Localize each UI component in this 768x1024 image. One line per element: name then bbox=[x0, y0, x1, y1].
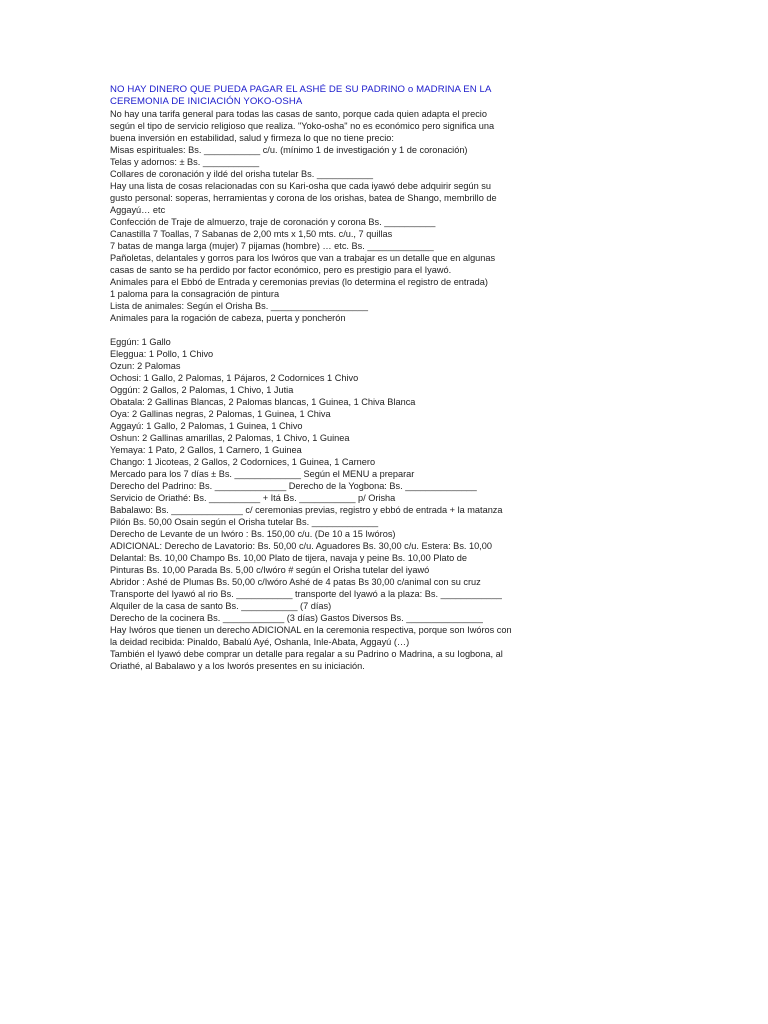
text-line: Ochosi: 1 Gallo, 2 Palomas, 1 Pájaros, 2 Codornices 1 Chivo bbox=[110, 373, 359, 383]
text-line: Oshun: 2 Gallinas amarillas, 2 Palomas, 1 Chivo, 1 Guinea bbox=[110, 433, 350, 443]
text-line: Yemaya: 1 Pato, 2 Gallos, 1 Carnero, 1 Guinea bbox=[110, 445, 302, 455]
animals-section bbox=[110, 336, 540, 672]
text-line: Derecho de Levante de un Iwóro : Bs. 150,00 c/u. (De 10 a 15 Iwóros) bbox=[110, 529, 396, 539]
document-body bbox=[110, 84, 540, 672]
text-line: Obatala: 2 Gallinas Blancas, 2 Palomas blancas, 1 Guinea, 1 Chiva Blanca bbox=[110, 397, 416, 407]
text-line: Confección de Traje de almuerzo, traje de coronación y corona Bs. __________ bbox=[110, 217, 436, 227]
text-line: Collares de coronación y ildé del orisha tutelar Bs. ___________ bbox=[110, 169, 374, 179]
text-line: buena inversión en estabilidad, salud y firmeza lo que no tiene precio: bbox=[110, 133, 394, 143]
title-line: NO HAY DINERO QUE PUEDA PAGAR EL ASHÉ DE SU PADRINO o MADRINA EN LA bbox=[110, 84, 492, 95]
title-line: CEREMONIA DE INICIACIÓN YOKO-OSHA bbox=[110, 96, 303, 107]
intro-section bbox=[110, 108, 540, 324]
text-line: Servicio de Oriathé: Bs. __________ + Itá Bs. ___________ p/ Orisha bbox=[110, 493, 396, 503]
text-line: Oggún: 2 Gallos, 2 Palomas, 1 Chivo, 1 Jutia bbox=[110, 385, 294, 395]
text-line: También el Iyawó debe comprar un detalle para regalar a su Padrino o Madrina, a su Iogbona, al bbox=[110, 649, 503, 659]
text-line: Chango: 1 Jicoteas, 2 Gallos, 2 Codornices, 1 Guinea, 1 Carnero bbox=[110, 457, 376, 467]
text-line: Derecho de la cocinera Bs. ____________ (3 días) Gastos Diversos Bs. _______________ bbox=[110, 613, 483, 623]
text-line: Pañoletas, delantales y gorros para los Iwóros que van a trabajar es un detalle que en algunas bbox=[110, 253, 496, 263]
text-line: Hay una lista de cosas relacionadas con su Kari-osha que cada iyawó debe adquirir según su bbox=[110, 181, 492, 191]
text-line: Animales para el Ebbó de Entrada y ceremonias previas (lo determina el registro de entrada) bbox=[110, 277, 488, 287]
text-line: Telas y adornos: ± Bs. ___________ bbox=[110, 157, 260, 167]
text-line: Eleggua: 1 Pollo, 1 Chivo bbox=[110, 349, 214, 359]
text-line: Alquiler de la casa de santo Bs. ___________ (7 días) bbox=[110, 601, 332, 611]
document-title bbox=[110, 84, 540, 108]
text-line: Hay Iwóros que tienen un derecho ADICIONAL en la ceremonia respectiva, porque son Iwóros con bbox=[110, 625, 512, 635]
text-line: Misas espirituales: Bs. ___________ c/u. (mínimo 1 de investigación y 1 de coronación) bbox=[110, 145, 468, 155]
text-line: Ozun: 2 Palomas bbox=[110, 361, 181, 371]
text-line: Oriathé, al Babalawo y a los Iworós presentes en su iniciación. bbox=[110, 661, 365, 671]
paragraph-gap bbox=[110, 324, 540, 336]
text-line: la deidad recibida: Pinaldo, Babalú Ayé, Oshanla, Inle-Abata, Aggayú (…) bbox=[110, 637, 410, 647]
text-line: 7 batas de manga larga (mujer) 7 pijamas (hombre) … etc. Bs. _____________ bbox=[110, 241, 434, 251]
text-line: No hay una tarifa general para todas las casas de santo, porque cada quien adapta el precio bbox=[110, 109, 487, 119]
text-line: 1 paloma para la consagración de pintura bbox=[110, 289, 280, 299]
text-line: Transporte del Iyawó al rio Bs. ___________ transporte del Iyawó a la plaza: Bs. ____________ bbox=[110, 589, 502, 599]
text-line: gusto personal: soperas, herramientas y corona de los orishas, batea de Shango, membrillo de bbox=[110, 193, 497, 203]
text-line: Lista de animales: Según el Orisha Bs. ___________________ bbox=[110, 301, 368, 311]
text-line: Pinturas Bs. 10,00 Parada Bs. 5,00 c/Iwóro # según el Orisha tutelar del iyawó bbox=[110, 565, 430, 575]
text-line: Eggún: 1 Gallo bbox=[110, 337, 171, 347]
text-line: Aggayú: 1 Gallo, 2 Palomas, 1 Guinea, 1 Chivo bbox=[110, 421, 303, 431]
text-line: ADICIONAL: Derecho de Lavatorio: Bs. 50,00 c/u. Aguadores Bs. 30,00 c/u. Estera: Bs. 10,00 bbox=[110, 541, 493, 551]
text-line: según el tipo de servicio religioso que realiza. "Yoko-osha" no es económico pero significa una bbox=[110, 121, 495, 131]
text-line: Animales para la rogación de cabeza, puerta y poncherón bbox=[110, 313, 346, 323]
text-line: Abridor : Ashé de Plumas Bs. 50,00 c/Iwóro Ashé de 4 patas Bs 30,00 c/animal con su cruz bbox=[110, 577, 481, 587]
text-line: casas de santo se ha perdido por factor económico, pero es prestigio para el Iyawó. bbox=[110, 265, 452, 275]
text-line: Pilón Bs. 50,00 Osain según el Orisha tutelar Bs. _____________ bbox=[110, 517, 379, 527]
text-line: Derecho del Padrino: Bs. ______________ Derecho de la Yogbona: Bs. ______________ bbox=[110, 481, 477, 491]
text-line: Mercado para los 7 días ± Bs. _____________ Según el MENU a preparar bbox=[110, 469, 415, 479]
text-line: Canastilla 7 Toallas, 7 Sabanas de 2,00 mts x 1,50 mts. c/u., 7 quillas bbox=[110, 229, 393, 239]
text-line: Oya: 2 Gallinas negras, 2 Palomas, 1 Guinea, 1 Chiva bbox=[110, 409, 331, 419]
text-line: Aggayú… etc bbox=[110, 205, 166, 215]
text-line: Delantal: Bs. 10,00 Champo Bs. 10,00 Plato de tijera, navaja y peine Bs. 10,00 Plato de bbox=[110, 553, 468, 563]
text-line: Babalawo: Bs. ______________ c/ ceremonias previas, registro y ebbó de entrada + la matanza bbox=[110, 505, 503, 515]
